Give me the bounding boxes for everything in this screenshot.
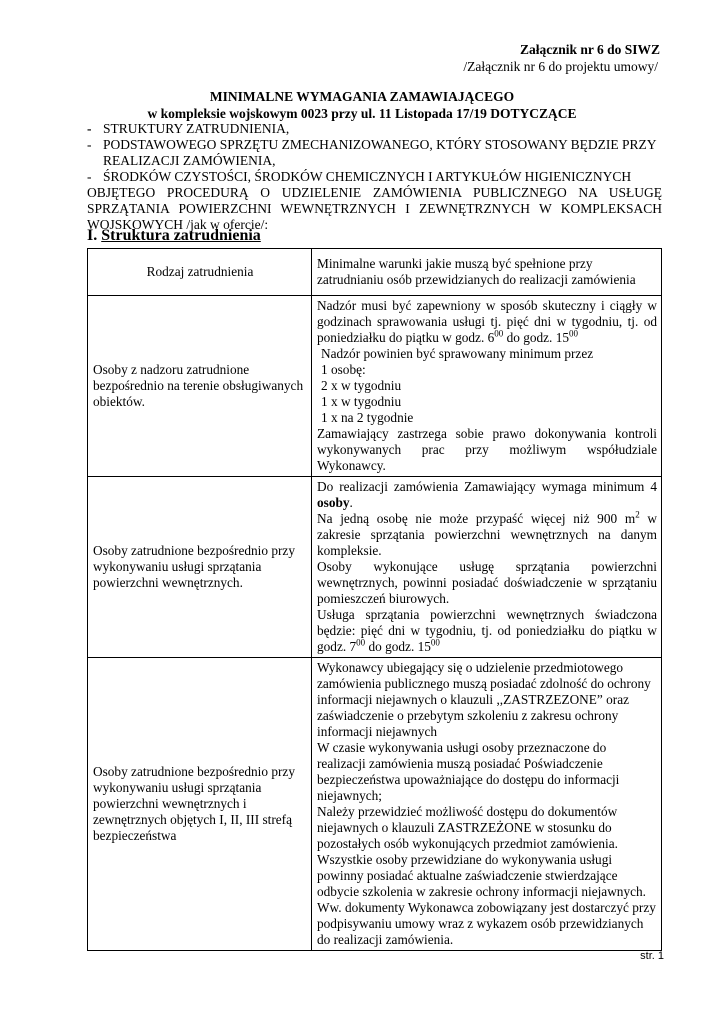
table-row (88, 296, 662, 477)
requirement-paragraph: Należy przewidzieć możliwość dostępu do dokumentów niejawnych o klauzuli ZASTRZEŻONE w stosunku do pozostałych osób wykonujących przedmiot zamówienia. (317, 804, 618, 851)
table-header-row (88, 249, 662, 296)
list-dash: - (87, 169, 92, 184)
document-subtitle: w kompleksie wojskowym 0023 przy ul. 11 Listopada 17/19 DOTYCZĄCE (147, 106, 577, 121)
cell-security-zone-requirements (312, 658, 662, 951)
header-cell-employment-type: Rodzaj zatrudnienia (88, 249, 312, 296)
bold-text: osoby (317, 495, 350, 510)
paragraph-text: w zakresie sprzątania powierzchni wewnętrznych na danym kompleksie. (317, 511, 657, 558)
requirement-paragraph (317, 479, 657, 511)
superscript: 00 (494, 328, 504, 339)
cell-security-zone-staff: Osoby zatrudnione bezpośrednio przy wykonywaniu usługi sprzątania powierzchni wewnętrznych i zewnętrznych objętych I, II, III strefą bezpieczeństwa (88, 658, 312, 951)
cell-interior-cleaning-requirements (312, 477, 662, 658)
intro-item-continuation: OBJĘTEGO PROCEDURĄ O UDZIELENIE ZAMÓWIENIA PUBLICZNEGO NA USŁUGĘ SPRZĄTANIA POWIERZCHNI WEWNĘTRZNYCH I ZEWNĘTRZNYCH W KOMPLEKSACH WOJSKOWYCH /jak w ofercie/: (87, 185, 662, 232)
requirement-paragraph: Ww. dokumenty Wykonawca zobowiązany jest dostarczyć przy podpisywaniu umowy wraz z wykazem osób przewidzianych do realizacji zamówienia. (317, 900, 656, 947)
requirement-paragraph: Nadzór powinien być sprawowany minimum przez (321, 346, 594, 361)
requirement-paragraph (317, 607, 657, 655)
intro-item (87, 137, 662, 153)
superscript: 00 (356, 637, 366, 648)
requirement-line: 1 x w tygodniu (321, 394, 402, 409)
attachment-subtitle: /Załącznik nr 6 do projektu umowy/ (463, 59, 658, 74)
intro-item-text: STRUKTURY ZATRUDNIENIA, (103, 121, 290, 136)
superscript: 00 (569, 328, 579, 339)
list-dash: - (87, 137, 92, 152)
employment-table (87, 248, 662, 951)
table-row (88, 658, 662, 951)
requirement-paragraph: Wykonawcy ubiegający się o udzielenie przedmiotowego zamówienia publicznego muszą posiadać zdolność do ochrony informacji niejawnych o klauzuli ,,ZASTRZEZONE” oraz zaświadczenie o przebytym szkoleniu z zakresu ochrony informacji niejawnych (317, 660, 651, 739)
section-heading (87, 227, 261, 245)
requirement-line: 1 x na 2 tygodnie (321, 410, 414, 425)
section-title: Struktura zatrudnienia (101, 227, 261, 244)
intro-item (87, 121, 662, 137)
paragraph-text: . (349, 495, 353, 510)
paragraph-text: Nadzór musi być zapewniony w sposób skuteczny i ciągły w godzinach sprawowania usługi tj. pięć dni w tygodniu, tj. od poniedziałku do piątku w godz. 6 (317, 298, 657, 345)
intro-item-text: PODSTAWOWEGO SPRZĘTU ZMECHANIZOWANEGO, KTÓRY STOSOWANY BĘDZIE PRZY (103, 137, 657, 152)
paragraph-text: Do realizacji zamówienia Zamawiający wymaga minimum 4 (317, 479, 657, 494)
requirement-paragraph (317, 511, 657, 559)
table-row (88, 477, 662, 658)
paragraph-text: Na jedną osobę nie może przypaść więcej niż 900 m (317, 511, 636, 526)
cell-supervision-staff: Osoby z nadzoru zatrudnione bezpośrednio na terenie obsługiwanych obiektów. (88, 296, 312, 477)
document-title: MINIMALNE WYMAGANIA ZAMAWIAJĄCEGO (209, 89, 515, 104)
cell-interior-cleaning-staff: Osoby zatrudnione bezpośrednio przy wykonywaniu usługi sprzątania powierzchni wewnętrznych. (88, 477, 312, 658)
superscript: 00 (430, 637, 440, 648)
intro-item-continuation: REALIZACJI ZAMÓWIENIA, (103, 153, 276, 168)
requirement-line: 2 x w tygodniu (321, 378, 402, 393)
requirement-paragraph: Osoby wykonujące usługę sprzątania powierzchni wewnętrznych, powinni posiadać doświadczenie w sprzątaniu pomieszczeń biurowych. (317, 559, 657, 606)
intro-list (87, 121, 662, 233)
page-number: str. 1 (640, 950, 664, 962)
requirement-line: 1 osobę: (321, 362, 366, 377)
intro-item-text: ŚRODKÓW CZYSTOŚCI, ŚRODKÓW CHEMICZNYCH I ARTYKUŁÓW HIGIENICZNYCH (103, 169, 632, 184)
paragraph-text: do godz. 15 (503, 330, 570, 345)
superscript: 2 (635, 509, 640, 520)
cell-supervision-requirements (312, 296, 662, 477)
paragraph-text: do godz. 15 (365, 639, 431, 654)
section-number: I. (87, 227, 98, 244)
list-dash: - (87, 121, 92, 136)
requirement-paragraph: W czasie wykonywania usługi osoby przeznaczone do realizacji zamówienia muszą posiadać Poświadczenie bezpieczeństwa upoważniające do dostępu do informacji niejawnych; (317, 740, 620, 803)
requirement-paragraph (317, 298, 657, 346)
intro-item (87, 169, 662, 185)
requirement-paragraph: Zamawiający zastrzega sobie prawo dokonywania kontroli wykonywanych prac przy możliwym współudziale Wykonawcy. (317, 426, 657, 473)
requirement-paragraph: Wszystkie osoby przewidziane do wykonywania usługi powinny posiadać aktualne zaświadczenie stwierdzające odbycie szkolenia w zakresie ochrony informacji niejawnych. (317, 852, 646, 899)
attachment-number: Załącznik nr 6 do SIWZ (519, 42, 660, 57)
paragraph-text: Usługa sprzątania powierzchni wewnętrznych świadczona będzie: pięć dni w tygodniu, tj. od poniedziałku do piątku w godz. 7 (317, 607, 657, 654)
header-cell-requirements: Minimalne warunki jakie muszą być spełnione przy zatrudnianiu osób przewidzianych do realizacji zamówienia (312, 249, 662, 296)
